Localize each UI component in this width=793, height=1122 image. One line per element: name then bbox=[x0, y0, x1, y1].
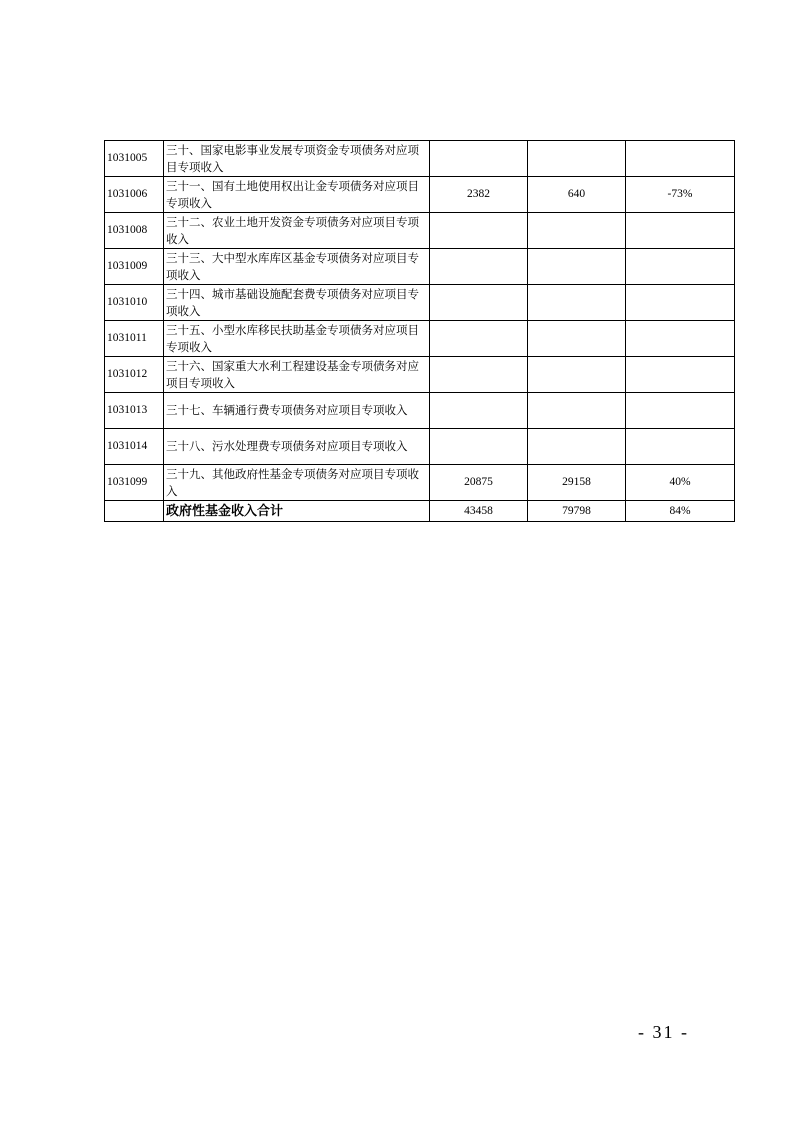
page-number: - 31 - bbox=[638, 1022, 689, 1042]
fund-revenue-table bbox=[104, 140, 735, 522]
total-row bbox=[105, 501, 735, 522]
subject-name: 三十九、其他政府性基金专项债务对应项目专项收入 bbox=[164, 465, 430, 501]
table-row bbox=[105, 177, 735, 213]
value-cell: 640 bbox=[528, 177, 626, 213]
table-row bbox=[105, 357, 735, 393]
subject-code: 1031008 bbox=[105, 213, 164, 249]
change-cell: 40% bbox=[626, 465, 735, 501]
change-cell bbox=[626, 213, 735, 249]
change-cell bbox=[626, 285, 735, 321]
value-cell bbox=[430, 213, 528, 249]
total-value: 43458 bbox=[430, 501, 528, 522]
subject-name: 三十一、国有土地使用权出让金专项债务对应项目专项收入 bbox=[164, 177, 430, 213]
subject-code: 1031099 bbox=[105, 465, 164, 501]
value-cell bbox=[528, 213, 626, 249]
value-cell bbox=[528, 357, 626, 393]
subject-code: 1031014 bbox=[105, 429, 164, 465]
value-cell bbox=[528, 429, 626, 465]
subject-name: 三十八、污水处理费专项债务对应项目专项收入 bbox=[164, 429, 430, 465]
value-cell bbox=[528, 249, 626, 285]
subject-code: 1031010 bbox=[105, 285, 164, 321]
table-row bbox=[105, 429, 735, 465]
change-cell bbox=[626, 393, 735, 429]
table-row bbox=[105, 393, 735, 429]
subject-name: 三十四、城市基础设施配套费专项债务对应项目专项收入 bbox=[164, 285, 430, 321]
total-change: 84% bbox=[626, 501, 735, 522]
table-row bbox=[105, 213, 735, 249]
value-cell bbox=[528, 321, 626, 357]
value-cell bbox=[528, 285, 626, 321]
change-cell bbox=[626, 321, 735, 357]
subject-code: 1031012 bbox=[105, 357, 164, 393]
subject-code: 1031009 bbox=[105, 249, 164, 285]
table-row bbox=[105, 321, 735, 357]
value-cell bbox=[430, 285, 528, 321]
value-cell: 29158 bbox=[528, 465, 626, 501]
value-cell bbox=[430, 429, 528, 465]
table-row bbox=[105, 141, 735, 177]
subject-name: 三十五、小型水库移民扶助基金专项债务对应项目专项收入 bbox=[164, 321, 430, 357]
subject-name: 三十、国家电影事业发展专项资金专项债务对应项目专项收入 bbox=[164, 141, 430, 177]
total-value: 79798 bbox=[528, 501, 626, 522]
value-cell bbox=[430, 393, 528, 429]
value-cell bbox=[430, 141, 528, 177]
subject-name: 三十二、农业土地开发资金专项债务对应项目专项收入 bbox=[164, 213, 430, 249]
value-cell bbox=[430, 249, 528, 285]
change-cell: -73% bbox=[626, 177, 735, 213]
table-row bbox=[105, 249, 735, 285]
value-cell: 20875 bbox=[430, 465, 528, 501]
value-cell bbox=[528, 141, 626, 177]
subject-name: 三十七、车辆通行费专项债务对应项目专项收入 bbox=[164, 393, 430, 429]
subject-name: 三十三、大中型水库库区基金专项债务对应项目专项收入 bbox=[164, 249, 430, 285]
subject-code bbox=[105, 501, 164, 522]
subject-code: 1031011 bbox=[105, 321, 164, 357]
subject-name: 三十六、国家重大水利工程建设基金专项债务对应项目专项收入 bbox=[164, 357, 430, 393]
change-cell bbox=[626, 249, 735, 285]
table-row bbox=[105, 285, 735, 321]
table-row bbox=[105, 465, 735, 501]
subject-code: 1031013 bbox=[105, 393, 164, 429]
total-label: 政府性基金收入合计 bbox=[164, 501, 430, 522]
change-cell bbox=[626, 357, 735, 393]
value-cell: 2382 bbox=[430, 177, 528, 213]
value-cell bbox=[528, 393, 626, 429]
change-cell bbox=[626, 429, 735, 465]
change-cell bbox=[626, 141, 735, 177]
value-cell bbox=[430, 357, 528, 393]
subject-code: 1031006 bbox=[105, 177, 164, 213]
value-cell bbox=[430, 321, 528, 357]
subject-code: 1031005 bbox=[105, 141, 164, 177]
